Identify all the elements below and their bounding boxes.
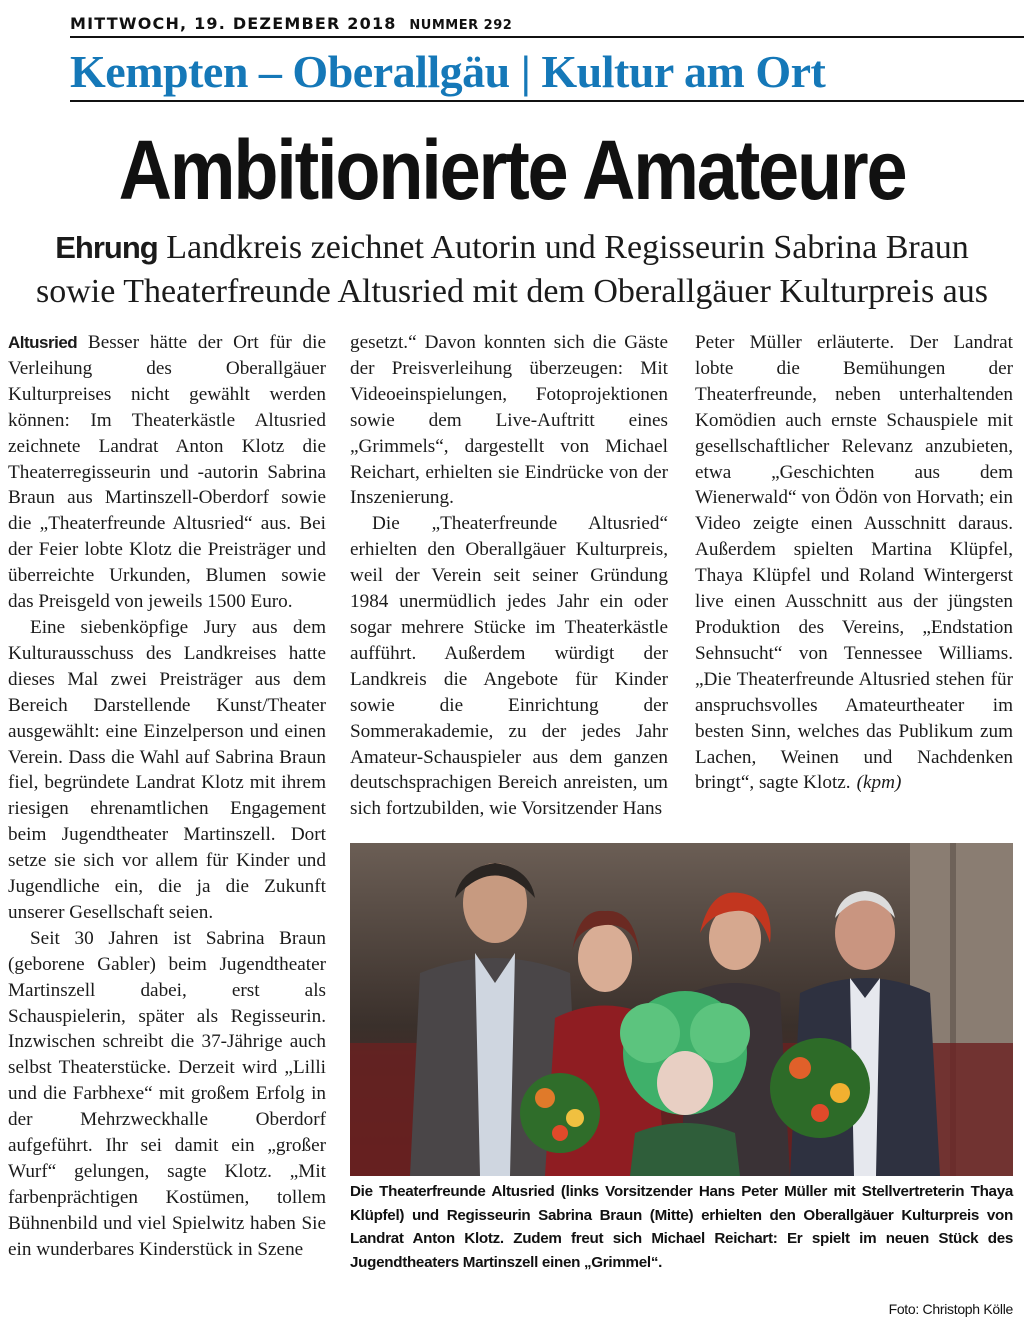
photo-illustration <box>350 843 1013 1176</box>
photo-caption <box>350 1180 1013 1321</box>
paragraph-3: Seit 30 Jahren ist Sabrina Braun (geborene Gabler) beim Jugendtheater Martinszell dabei, erst als Schauspielerin, später als Regisseurin. Inzwischen schreibt die 37-Jährige auch selbst Theaterstücke. Derzeit wird „Lilli und die Farbhexe“ mit großem Erfolg in der Mehrzweckhalle Oberdorf aufgeführt. Ihr sei damit ein „großer Wurf“ gelungen, sagte Klotz. „Mit farbenprächtigen Kostümen, tollem Bühnenbild und viel Spielwitz haben Sie ein wunderbares Kinderstück in Szene <box>8 926 326 1263</box>
article-column-3 <box>695 330 1013 796</box>
dateline <box>70 14 1024 38</box>
paragraph-4: gesetzt.“ Davon konnten sich die Gäste der Preisverleihung überzeugen: Mit Videoeinspielungen, Fotoprojektionen sowie dem Live-Auftritt eines „Grimmels“, dargestellt von Michael Reichart, erhielten sie Eindrücke von der Inszenierung. <box>350 330 668 511</box>
kicker: Ehrung <box>55 230 158 265</box>
date-text: MITTWOCH, 19. DEZEMBER 2018 <box>70 14 397 33</box>
headline: Ambitionierte Amateure <box>61 122 962 218</box>
paragraph-2: Eine siebenköpfige Jury aus dem Kulturausschuss des Landkreises hatte dieses Mal zwei Preisträger aus dem Bereich Darstellende Kunst/Theater ausgewählt: eine Einzelperson und einen Verein. Dass die Wahl auf Sabrina Braun fiel, begründete Landrat Klotz mit ihrem riesigen ehrenamtlichen Engagement beim Jugendtheater Martinszell. Dort setze sie sich vor allem für Kinder und Jugendliche ein, die ja die Zukunft unserer Gesellschaft seien. <box>8 615 326 926</box>
paragraph-1 <box>8 330 326 615</box>
location-tag: Altusried <box>8 333 77 352</box>
paragraph-6-text: Peter Müller erläuterte. Der Landrat lobte die Bemühungen der Theaterfreunde, neben unterhaltenden Komödien auch ernste Schauspiele mit gesellschaftlicher Relevanz anzubieten, etwa „Geschichten aus dem Wienerwald“ von Ödön von Horvath; ein Video zeigte einen Ausschnitt daraus. Außerdem spielten Martina Klüpfel, Thaya Klüpfel und Roland Wintergerst live einen Ausschnitt aus der jüngsten Produktion des Vereins, „Endstation Sehnsucht“ von Tennessee Williams. „Die Theaterfreunde Altusried stehen für anspruchsvolles Amateurtheater im besten Sinn, welches das Publikum zum Lachen, Weinen und Nachdenken bringt“, sagte Klotz. <box>695 332 1013 793</box>
paragraph-6 <box>695 330 1013 796</box>
photo-credit: Foto: Christoph Kölle <box>889 1298 1013 1321</box>
article-column-1 <box>8 330 326 1263</box>
author-signature: (kpm) <box>857 772 902 793</box>
subheadline <box>0 226 1024 314</box>
article-column-2 <box>350 330 668 822</box>
subheadline-line2: sowie Theaterfreunde Altusried mit dem Oberallgäuer Kulturpreis aus <box>0 270 1024 314</box>
subheadline-line1 <box>0 226 1024 270</box>
subheadline-text-1: Landkreis zeichnet Autorin und Regisseurin Sabrina Braun <box>158 229 969 266</box>
paragraph-1-text: Besser hätte der Ort für die Verleihung des Oberallgäuer Kulturpreises nicht gewählt werden können: Im Theaterkästle Altusried zeichnete Landrat Anton Klotz die Theaterregisseurin und -autorin Sabrina Braun aus Martinszell-Oberdorf sowie die „Theaterfreunde Altusried“ aus. Bei der Feier lobte Klotz die Preisträger und überreichte Urkunden, Blumen sowie das Preisgeld von jeweils 1500 Euro. <box>8 332 326 612</box>
paragraph-5: Die „Theaterfreunde Altusried“ erhielten den Oberallgäuer Kulturpreis, weil der Verein seit seiner Gründung 1984 unermüdlich jedes Jahr ein oder sogar mehrere Stücke im Theaterkästle aufführt. Außerdem würdigt der Landkreis die Angebote für Kinder sowie die Einrichtung der Sommerakademie, zu der jedes Jahr Amateur-Schauspieler aus dem ganzen deutschsprachigen Bereich anreisten, um sich fortzubilden, wie Vorsitzender Hans <box>350 511 668 822</box>
article-photo <box>350 843 1013 1176</box>
caption-text: Die Theaterfreunde Altusried (links Vorsitzender Hans Peter Müller mit Stellvertreterin Thaya Klüpfel) und Regisseurin Sabrina Braun (Mitte) erhielten den Oberallgäuer Kulturpreis von Landrat Anton Klotz. Zudem freut sich Michael Reichart: Er spielt im neuen Stück des Jugendtheaters Martinszell einen „Grimmel“. <box>350 1183 1013 1271</box>
section-title: Kempten – Oberallgäu | Kultur am Ort <box>70 44 1024 102</box>
issue-number: NUMMER 292 <box>409 18 512 33</box>
